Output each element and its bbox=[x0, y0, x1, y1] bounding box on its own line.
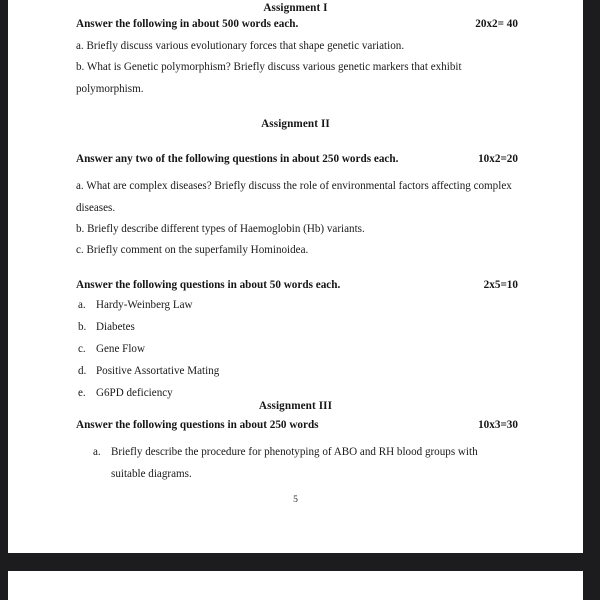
list-item bbox=[78, 343, 508, 365]
document-page-next bbox=[8, 571, 583, 600]
assignment-2-item-b: b. Briefly describe different types of Haemoglobin (Hb) variants. bbox=[76, 223, 365, 235]
short-answer-prompt-row bbox=[76, 279, 556, 291]
assignment-3-marks: 10x3=30 bbox=[478, 419, 518, 431]
list-item bbox=[78, 321, 508, 343]
assignment-2-heading: Assignment II bbox=[261, 118, 330, 130]
assignment-1-prompt-text: Answer the following in about 500 words each. bbox=[76, 18, 299, 30]
list-item-label: Hardy-Weinberg Law bbox=[96, 299, 193, 311]
short-answer-list bbox=[78, 299, 508, 409]
assignment-2-item-c: c. Briefly comment on the superfamily Hominoidea. bbox=[76, 244, 309, 256]
list-item-marker: c. bbox=[78, 343, 86, 355]
assignment-3-prompt-row bbox=[76, 419, 556, 431]
list-item-label: Gene Flow bbox=[96, 343, 145, 355]
assignment-1-heading: Assignment I bbox=[263, 2, 328, 14]
assignment-1-marks: 20x2= 40 bbox=[475, 18, 518, 30]
list-item-marker: b. bbox=[78, 321, 87, 333]
assignment-2-prompt-row bbox=[76, 153, 556, 165]
deep-item-text-main: Briefly describe the procedure for phenotyping of ABO and RH blood groups with bbox=[111, 446, 478, 458]
assignment-2-marks: 10x2=20 bbox=[478, 153, 518, 165]
list-item-marker: a. bbox=[78, 299, 86, 311]
assignment-3-heading: Assignment III bbox=[258, 400, 333, 412]
list-item-marker: e. bbox=[78, 387, 86, 399]
list-item bbox=[78, 365, 508, 387]
assignment-2-item-a: a. What are complex diseases? Briefly discuss the role of environmental factors affecting complex diseases. bbox=[76, 180, 512, 214]
deep-item-text bbox=[111, 442, 538, 485]
list-item-label: Diabetes bbox=[96, 321, 135, 333]
short-answer-marks: 2x5=10 bbox=[483, 279, 518, 291]
list-item-marker: d. bbox=[78, 365, 87, 377]
list-item-label: G6PD deficiency bbox=[96, 387, 173, 399]
assignment-1-item-b: b. What is Genetic polymorphism? Briefly discuss various genetic markers that exhibit polymorphism. bbox=[76, 61, 462, 95]
assignment-1-prompt-row bbox=[76, 18, 556, 30]
deep-item-text-last: suitable diagrams. bbox=[111, 467, 192, 480]
page-content-area bbox=[8, 0, 583, 553]
short-answer-prompt-text: Answer the following questions in about 50 words each. bbox=[76, 279, 341, 291]
list-item-label: Positive Assortative Mating bbox=[96, 365, 220, 377]
assignment-3-prompt-text: Answer the following questions in about 250 words bbox=[76, 419, 319, 431]
list-item bbox=[78, 299, 508, 321]
document-page-current bbox=[8, 0, 583, 553]
assignment-1-item-a: a. Briefly discuss various evolutionary forces that shape genetic variation. bbox=[76, 40, 405, 52]
deep-item-marker: a. bbox=[93, 446, 101, 458]
assignment-2-prompt-text: Answer any two of the following questions in about 250 words each. bbox=[76, 153, 399, 165]
assignment-3-item-a bbox=[93, 442, 538, 485]
page-number: 5 bbox=[293, 494, 298, 505]
